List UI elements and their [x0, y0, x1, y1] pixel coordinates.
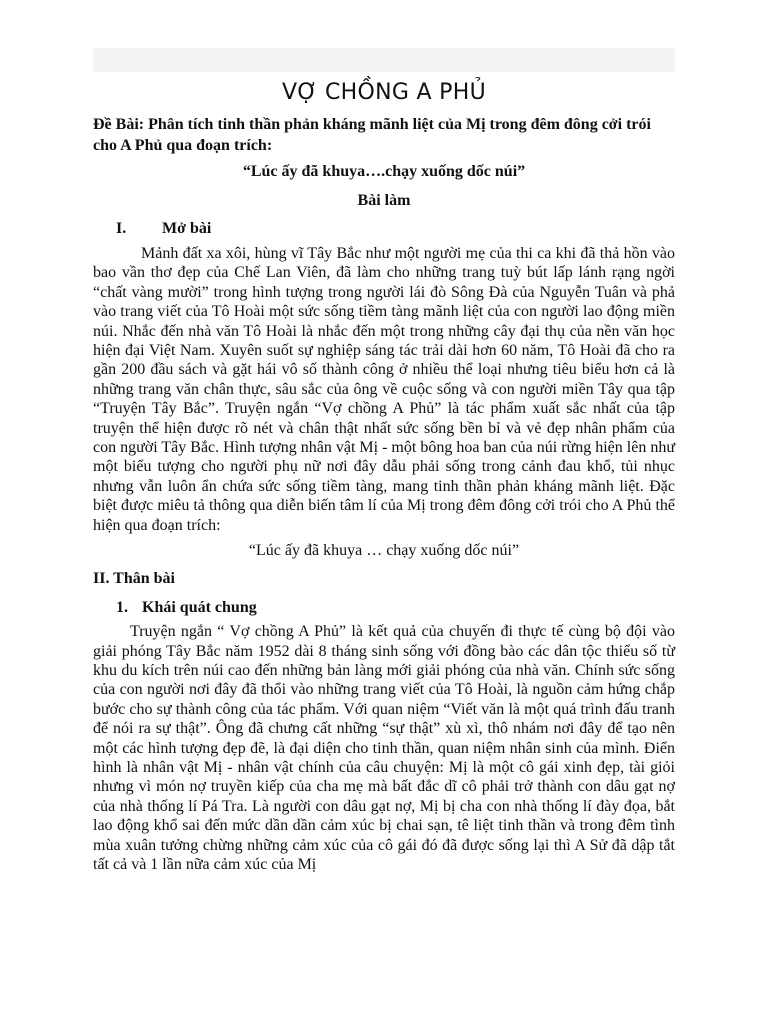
subsection-title: Khái quát chung — [142, 599, 257, 617]
excerpt-quote: “Lúc ấy đã khuya … chạy xuống dốc núi” — [248, 542, 520, 560]
essay-prompt: Đề Bài: Phân tích tinh thần phản kháng mãnh liệt của Mị trong đêm đông cởi trói cho A Phủ qua đoạn trích: — [93, 116, 651, 154]
section-title: Mở bài — [162, 220, 212, 237]
body-paragraph: Truyện ngắn “ Vợ chồng A Phủ” là kết quả của chuyến đi thực tế cùng bộ đội vào giải phóng Tây Bắc năm 1952 dài 8 tháng sinh sống với đồng bào các dân tộc thiểu số từ khu du kích trên núi cao đến những bản làng mới giải phóng của nhà văn. Chính sức sống của con người nơi đây đã thổi vào những trang viết của Tô Hoài, là nguồn cảm hứng chắp bước cho sự thành công của tác phẩm. Với quan niệm “Viết văn là một quá trình đấu tranh để nói ra sự thật”. Ông đã chưng cất những “sự thật” xù xì, thô nhám nơi đây để tạo nên một các hình tượng đẹp đẽ, là đại diện cho tinh thần, quan niệm nhân sinh của mình. Điển hình là nhân vật Mị - nhân vật chính của câu chuyện: Mị là một cô gái xinh đẹp, tài giỏi nhưng vì món nợ truyền kiếp của cha mẹ mà bất đắc dĩ cô phải trở thành con dâu gạt nợ của nhà thống lí Pá Tra. Là người con dâu gạt nợ, Mị bị cha con nhà thống lí đày đọa, bắt lao động khổ sai đến mức dần dần cảm xúc bị chai sạn, tê liệt tinh thần và trong đêm tình mùa xuân tưởng chừng những cảm xúc của cô gái đó đã được sống lại thì A Sử đã dập tắt tất cả và 1 lần nữa cảm xúc của Mị — [93, 623, 675, 873]
page-header-band — [93, 48, 675, 72]
subsection-heading — [93, 596, 675, 620]
essay-heading: Bài làm — [357, 192, 411, 209]
intro-paragraph: Mảnh đất xa xôi, hùng vĩ Tây Bắc như một người mẹ của thi ca khi đã thả hồn vào bao vần thơ đẹp của Chế Lan Viên, đã làm cho những trang tuỳ bút lấp lánh rạng ngời “chất vàng mười” trong hình tượng trong người lái đò Sông Đà của Nguyễn Tuân và phả vào trang viết của Tô Hoài một sức sống tiềm tàng mãnh liệt của con người lao động miền núi. Nhắc đến nhà văn Tô Hoài là nhắc đến một trong những cây đại thụ của nền văn học hiện đại Việt Nam. Xuyên suốt sự nghiệp sáng tác trải dài hơn 60 năm, Tô Hoài đã cho ra gần 200 đầu sách và gặt hái vô số thành công ở nhiều thể loại nhưng tiêu biểu hơn cả là những trang văn chân thực, sâu sắc của ông về cuộc sống và con người miền Tây qua tập “Truyện Tây Bắc”. Truyện ngắn “Vợ chồng A Phủ” là tác phẩm xuất sắc nhất của tập truyện thể hiện được rõ nét và chân thật nhất sức sống bền bỉ và vẻ đẹp nhân phẩm của con người Tây Bắc. Hình tượng nhân vật Mị - một bông hoa ban của núi rừng hiện lên như một biểu tượng cho người phụ nữ nơi đây dẫu phải sống trong cảnh đau khổ, tủi nhục nhưng vẫn luôn ẩn chứa sức sống tiềm tàng, mang tinh thần phản kháng mãnh liệt. Đặc biệt được miêu tả thông qua diễn biến tâm lí của Mị trong đêm đông cởi trói cho A Phủ thể hiện qua đoạn trích: — [93, 245, 675, 534]
section-heading-intro — [93, 216, 675, 242]
document-title: VỢ CHỒNG A PHỦ — [281, 80, 486, 105]
section-heading-body: II. Thân bài — [93, 570, 175, 588]
excerpt-heading: “Lúc ấy đã khuya….chạy xuống dốc núi” — [242, 163, 526, 180]
section-number: I. — [116, 220, 127, 237]
subsection-number: 1. — [116, 599, 128, 617]
document-page — [93, 78, 675, 874]
